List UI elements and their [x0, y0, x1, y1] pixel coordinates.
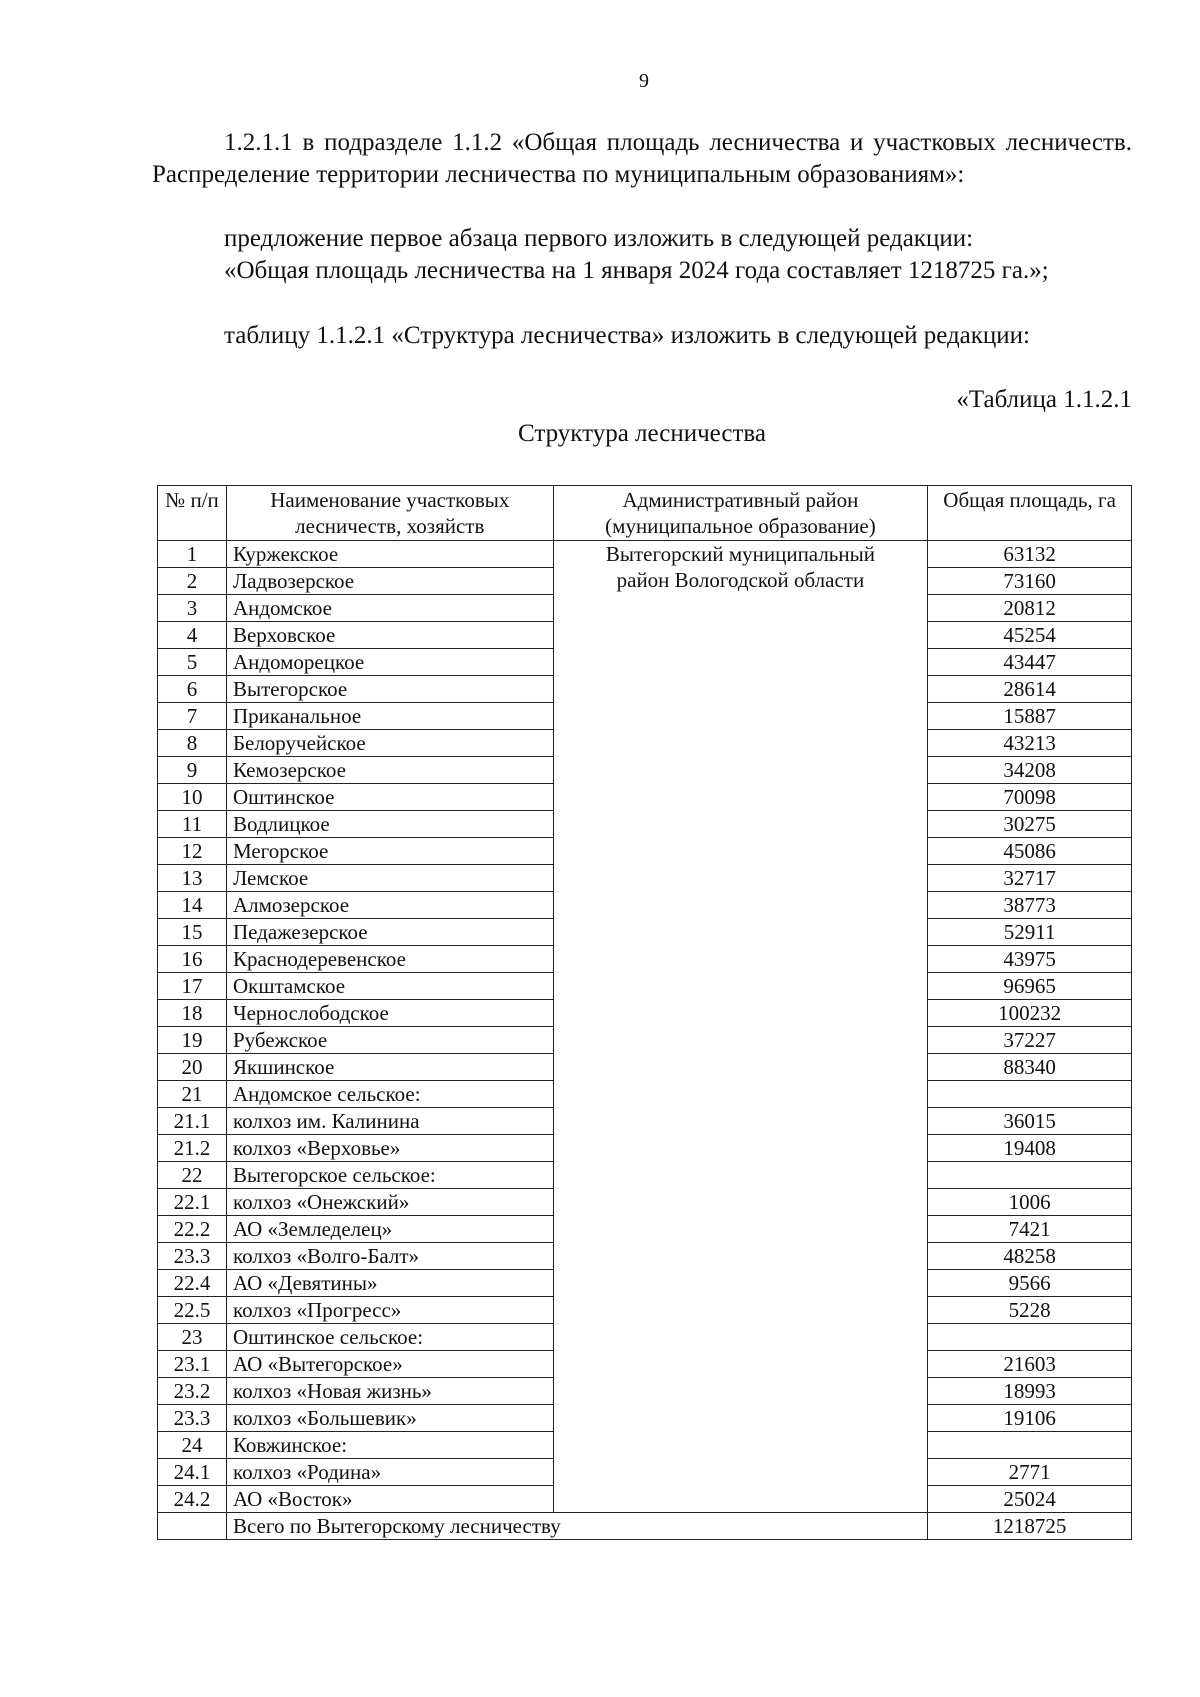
row-name: АО «Земледелец» [226, 1216, 553, 1243]
row-number: 22.4 [158, 1270, 227, 1297]
header-num: № п/п [158, 486, 227, 541]
table-body [158, 541, 1132, 1540]
table-title: Структура лесничества [518, 420, 766, 447]
row-number: 23.3 [158, 1243, 227, 1270]
row-area: 25024 [928, 1486, 1132, 1513]
row-name: Андомское [226, 595, 553, 622]
row-name: Водлицкое [226, 811, 553, 838]
row-name: Лемское [226, 865, 553, 892]
row-number: 21.2 [158, 1135, 227, 1162]
row-number: 22 [158, 1162, 227, 1189]
row-name: Ковжинское: [226, 1432, 553, 1459]
page-number: 9 [639, 70, 649, 92]
district-text: Вытегорский муниципальный район Вологодской области [605, 542, 875, 592]
table-row [158, 541, 1132, 568]
row-name: АО «Восток» [226, 1486, 553, 1513]
row-number: 6 [158, 676, 227, 703]
row-area [928, 1432, 1132, 1459]
row-area [928, 1081, 1132, 1108]
row-area: 15887 [928, 703, 1132, 730]
row-area: 30275 [928, 811, 1132, 838]
row-number: 22.1 [158, 1189, 227, 1216]
row-number: 23.2 [158, 1378, 227, 1405]
row-number: 2 [158, 568, 227, 595]
row-name: Краснодеревенское [226, 946, 553, 973]
row-number: 24.1 [158, 1459, 227, 1486]
row-area: 36015 [928, 1108, 1132, 1135]
row-number: 18 [158, 1000, 227, 1027]
row-name: Оштинское [226, 784, 553, 811]
row-name: Ладвозерское [226, 568, 553, 595]
row-area: 19106 [928, 1405, 1132, 1432]
paragraph-4: таблицу 1.1.2.1 «Структура лесничества» изложить в следующей редакции: [224, 322, 1031, 349]
row-number: 23.1 [158, 1351, 227, 1378]
row-name: Белоручейское [226, 730, 553, 757]
row-number: 13 [158, 865, 227, 892]
row-number: 8 [158, 730, 227, 757]
district-cell [553, 541, 928, 1513]
row-name: Андомское сельское: [226, 1081, 553, 1108]
row-area: 43213 [928, 730, 1132, 757]
paragraph-1: 1.2.1.1 в подразделе 1.1.2 «Общая площадь лесничества и участковых лесничеств. Распределение территории лесничества по муниципальным образованиям»: [152, 129, 1132, 188]
row-area: 32717 [928, 865, 1132, 892]
row-number: 21.1 [158, 1108, 227, 1135]
row-number: 10 [158, 784, 227, 811]
row-number: 20 [158, 1054, 227, 1081]
header-name: Наименование участковых лесничеств, хозяйств [226, 486, 553, 541]
row-name: колхоз «Онежский» [226, 1189, 553, 1216]
total-label: Всего по Вытегорскому лесничеству [226, 1513, 927, 1540]
table-label: «Таблица 1.1.2.1 [956, 386, 1132, 413]
row-name: колхоз «Прогресс» [226, 1297, 553, 1324]
row-area: 70098 [928, 784, 1132, 811]
row-area: 19408 [928, 1135, 1132, 1162]
header-district: Административный район (муниципальное образование) [553, 486, 928, 541]
row-name: Алмозерское [226, 892, 553, 919]
paragraph-2: предложение первое абзаца первого изложить в следующей редакции: [224, 225, 974, 252]
row-name: АО «Девятины» [226, 1270, 553, 1297]
row-number: 24.2 [158, 1486, 227, 1513]
row-name: Рубежское [226, 1027, 553, 1054]
row-area [928, 1162, 1132, 1189]
row-area: 7421 [928, 1216, 1132, 1243]
row-name: колхоз им. Калинина [226, 1108, 553, 1135]
row-area: 45086 [928, 838, 1132, 865]
row-number: 22.5 [158, 1297, 227, 1324]
row-name: Кемозерское [226, 757, 553, 784]
row-area: 52911 [928, 919, 1132, 946]
row-name: колхоз «Новая жизнь» [226, 1378, 553, 1405]
row-area: 43447 [928, 649, 1132, 676]
total-num-empty [158, 1513, 227, 1540]
row-name: колхоз «Большевик» [226, 1405, 553, 1432]
row-area: 2771 [928, 1459, 1132, 1486]
header-area: Общая площадь, га [928, 486, 1132, 541]
row-number: 24 [158, 1432, 227, 1459]
row-area: 18993 [928, 1378, 1132, 1405]
row-number: 9 [158, 757, 227, 784]
row-number: 16 [158, 946, 227, 973]
row-name: Вытегорское сельское: [226, 1162, 553, 1189]
total-row [158, 1513, 1132, 1540]
row-name: Куржекское [226, 541, 553, 568]
row-area: 37227 [928, 1027, 1132, 1054]
row-name: Приканальное [226, 703, 553, 730]
row-number: 21 [158, 1081, 227, 1108]
row-number: 12 [158, 838, 227, 865]
row-number: 23 [158, 1324, 227, 1351]
row-area: 48258 [928, 1243, 1132, 1270]
row-area: 63132 [928, 541, 1132, 568]
row-number: 4 [158, 622, 227, 649]
row-area: 88340 [928, 1054, 1132, 1081]
row-area: 38773 [928, 892, 1132, 919]
row-name: Андоморецкое [226, 649, 553, 676]
row-name: Якшинское [226, 1054, 553, 1081]
row-name: колхоз «Волго-Балт» [226, 1243, 553, 1270]
row-area: 28614 [928, 676, 1132, 703]
row-name: Вытегорское [226, 676, 553, 703]
row-area [928, 1324, 1132, 1351]
row-area: 43975 [928, 946, 1132, 973]
row-area: 100232 [928, 1000, 1132, 1027]
forestry-structure-table [157, 485, 1132, 1540]
row-name: АО «Вытегорское» [226, 1351, 553, 1378]
table-header-row [158, 486, 1132, 541]
row-name: колхоз «Родина» [226, 1459, 553, 1486]
row-number: 14 [158, 892, 227, 919]
row-number: 3 [158, 595, 227, 622]
row-area: 1006 [928, 1189, 1132, 1216]
total-area: 1218725 [928, 1513, 1132, 1540]
row-number: 23.3 [158, 1405, 227, 1432]
row-number: 1 [158, 541, 227, 568]
row-area: 21603 [928, 1351, 1132, 1378]
row-number: 15 [158, 919, 227, 946]
row-name: Оштинское сельское: [226, 1324, 553, 1351]
row-number: 22.2 [158, 1216, 227, 1243]
row-area: 9566 [928, 1270, 1132, 1297]
row-number: 19 [158, 1027, 227, 1054]
row-name: Мегорское [226, 838, 553, 865]
row-number: 5 [158, 649, 227, 676]
row-number: 11 [158, 811, 227, 838]
row-name: колхоз «Верховье» [226, 1135, 553, 1162]
row-area: 34208 [928, 757, 1132, 784]
paragraph-3: «Общая площадь лесничества на 1 января 2024 года составляет 1218725 га.»; [224, 257, 1049, 284]
row-number: 17 [158, 973, 227, 1000]
row-area: 45254 [928, 622, 1132, 649]
row-name: Верховское [226, 622, 553, 649]
row-area: 5228 [928, 1297, 1132, 1324]
row-name: Педажезерское [226, 919, 553, 946]
row-number: 7 [158, 703, 227, 730]
row-area: 20812 [928, 595, 1132, 622]
row-area: 96965 [928, 973, 1132, 1000]
row-name: Окштамское [226, 973, 553, 1000]
row-area: 73160 [928, 568, 1132, 595]
row-name: Чернослободское [226, 1000, 553, 1027]
